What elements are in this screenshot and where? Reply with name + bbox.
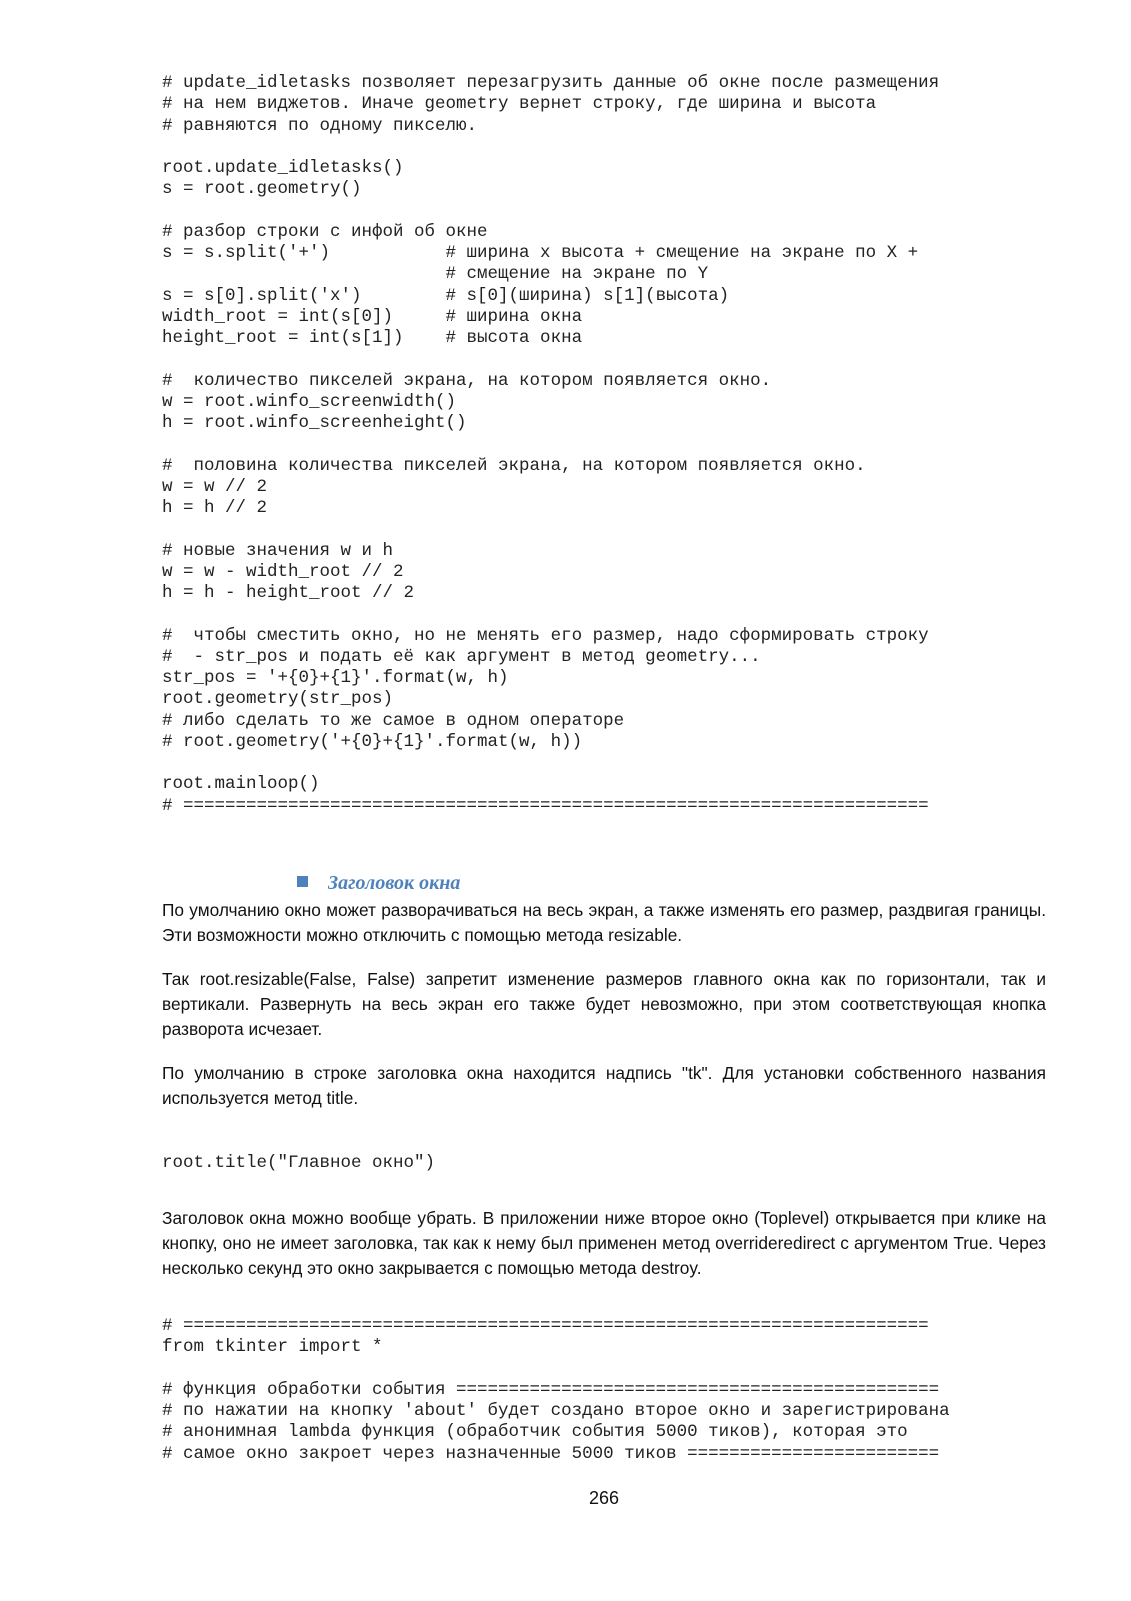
code-line: # на нем виджетов. Иначе geometry вернет строку, где ширина и высота — [162, 94, 877, 115]
code-line — [162, 349, 939, 370]
code-line: w = root.winfo_screenwidth() — [162, 391, 457, 412]
code-line: root.mainloop() — [162, 774, 320, 795]
code-line: h = h - height_root // 2 — [162, 583, 415, 603]
code-line: # функция обработки события ============================================== — [162, 1379, 940, 1400]
code-line — [162, 519, 939, 540]
code-line — [162, 1359, 950, 1380]
page-number: 266 — [588, 1488, 620, 1508]
code-line: root.geometry(str_pos) — [162, 689, 394, 710]
code-line: w = w - width_root // 2 — [162, 561, 404, 582]
code-line: # чтобы сместить окно, но не менять его размер, надо сформировать строку — [162, 625, 929, 646]
code-line — [162, 137, 939, 158]
code-line: width_root = int(s[0]) # ширина окна — [162, 306, 583, 327]
code-line: s = s.split('+') # ширина х высота + смещение на экране по X + — [162, 243, 919, 263]
code-line: # анонимная lambda функция (обработчик события 5000 тиков), которая это — [162, 1422, 908, 1443]
code-line: s = s[0].split('x') # s[0](ширина) s[1](высота) — [162, 285, 730, 306]
code-block-geometry — [162, 73, 939, 817]
code-line — [162, 604, 939, 625]
code-block-title — [162, 1153, 435, 1174]
code-line: # половина количества пикселей экрана, на котором появляется окно. — [162, 455, 866, 476]
code-line: h = h // 2 — [162, 498, 268, 518]
code-line: # ======================================================================= — [162, 1316, 929, 1336]
code-block-toplevel — [162, 1316, 950, 1465]
code-line: w = w // 2 — [162, 476, 268, 497]
code-line: # смещение на экране по Y — [162, 264, 709, 285]
paragraph-overrideredirect: Заголовок окна можно вообще убрать. В приложении ниже второе окно (Toplevel) открывается при клике на кнопку, оно не имеет заголовка, так как к нему был применен метод overrideredirect с аргументом True. Через несколько секунд это окно закрывается с помощью метода destroy. — [162, 1208, 1046, 1278]
code-line: # root.geometry('+{0}+{1}'.format(w, h)) — [162, 731, 583, 752]
code-line: # новые значения w и h — [162, 540, 394, 561]
square-bullet-icon — [297, 876, 308, 887]
code-line: h = root.winfo_screenheight() — [162, 413, 467, 433]
code-line: str_pos = '+{0}+{1}'.format(w, h) — [162, 668, 509, 688]
code-line: s = root.geometry() — [162, 179, 362, 200]
paragraph-resizable-false: Так root.resizable(False, False) запретит изменение размеров главного окна как по горизонтали, так и вертикали. Развернуть на весь экран его также будет невозможно, при этом соответствующая кнопка разворота исчезает. — [162, 969, 1046, 1039]
code-line: # самое окно закроет через назначенные 5000 тиков ======================== — [162, 1443, 940, 1464]
code-line: from tkinter import * — [162, 1337, 383, 1358]
code-line: # либо сделать то же самое в одном операторе — [162, 710, 625, 731]
code-line: # по нажатии на кнопку 'about' будет создано второе окно и зарегистрирована — [162, 1401, 950, 1421]
paragraph-title-method: По умолчанию в строке заголовка окна находится надпись "tk". Для установки собственного названия используется метод title. — [162, 1063, 1046, 1108]
code-line: # ======================================================================= — [162, 795, 929, 816]
code-line: # - str_pos и подать её как аргумент в метод geometry... — [162, 646, 761, 667]
code-line — [162, 434, 939, 455]
code-line: # количество пикселей экрана, на котором появляется окно. — [162, 370, 772, 391]
code-line: root.title("Главное окно") — [162, 1153, 436, 1173]
code-line: height_root = int(s[1]) # высота окна — [162, 328, 583, 348]
code-line — [162, 201, 939, 222]
code-line: root.update_idletasks() — [162, 158, 404, 178]
code-line: # update_idletasks позволяет перезагрузить данные об окне после размещения — [162, 73, 940, 93]
section-heading-text: Заголовок окна — [328, 872, 461, 894]
code-line: # разбор строки с инфой об окне — [162, 221, 488, 242]
code-line: # равняются по одному пикселю. — [162, 115, 478, 136]
code-line — [162, 753, 939, 774]
paragraph-resizable: По умолчанию окно может разворачиваться на весь экран, а также изменять его размер, раздвигая границы. Эти возможности можно отключить с помощью метода resizable. — [162, 900, 1046, 945]
section-heading — [297, 871, 460, 895]
